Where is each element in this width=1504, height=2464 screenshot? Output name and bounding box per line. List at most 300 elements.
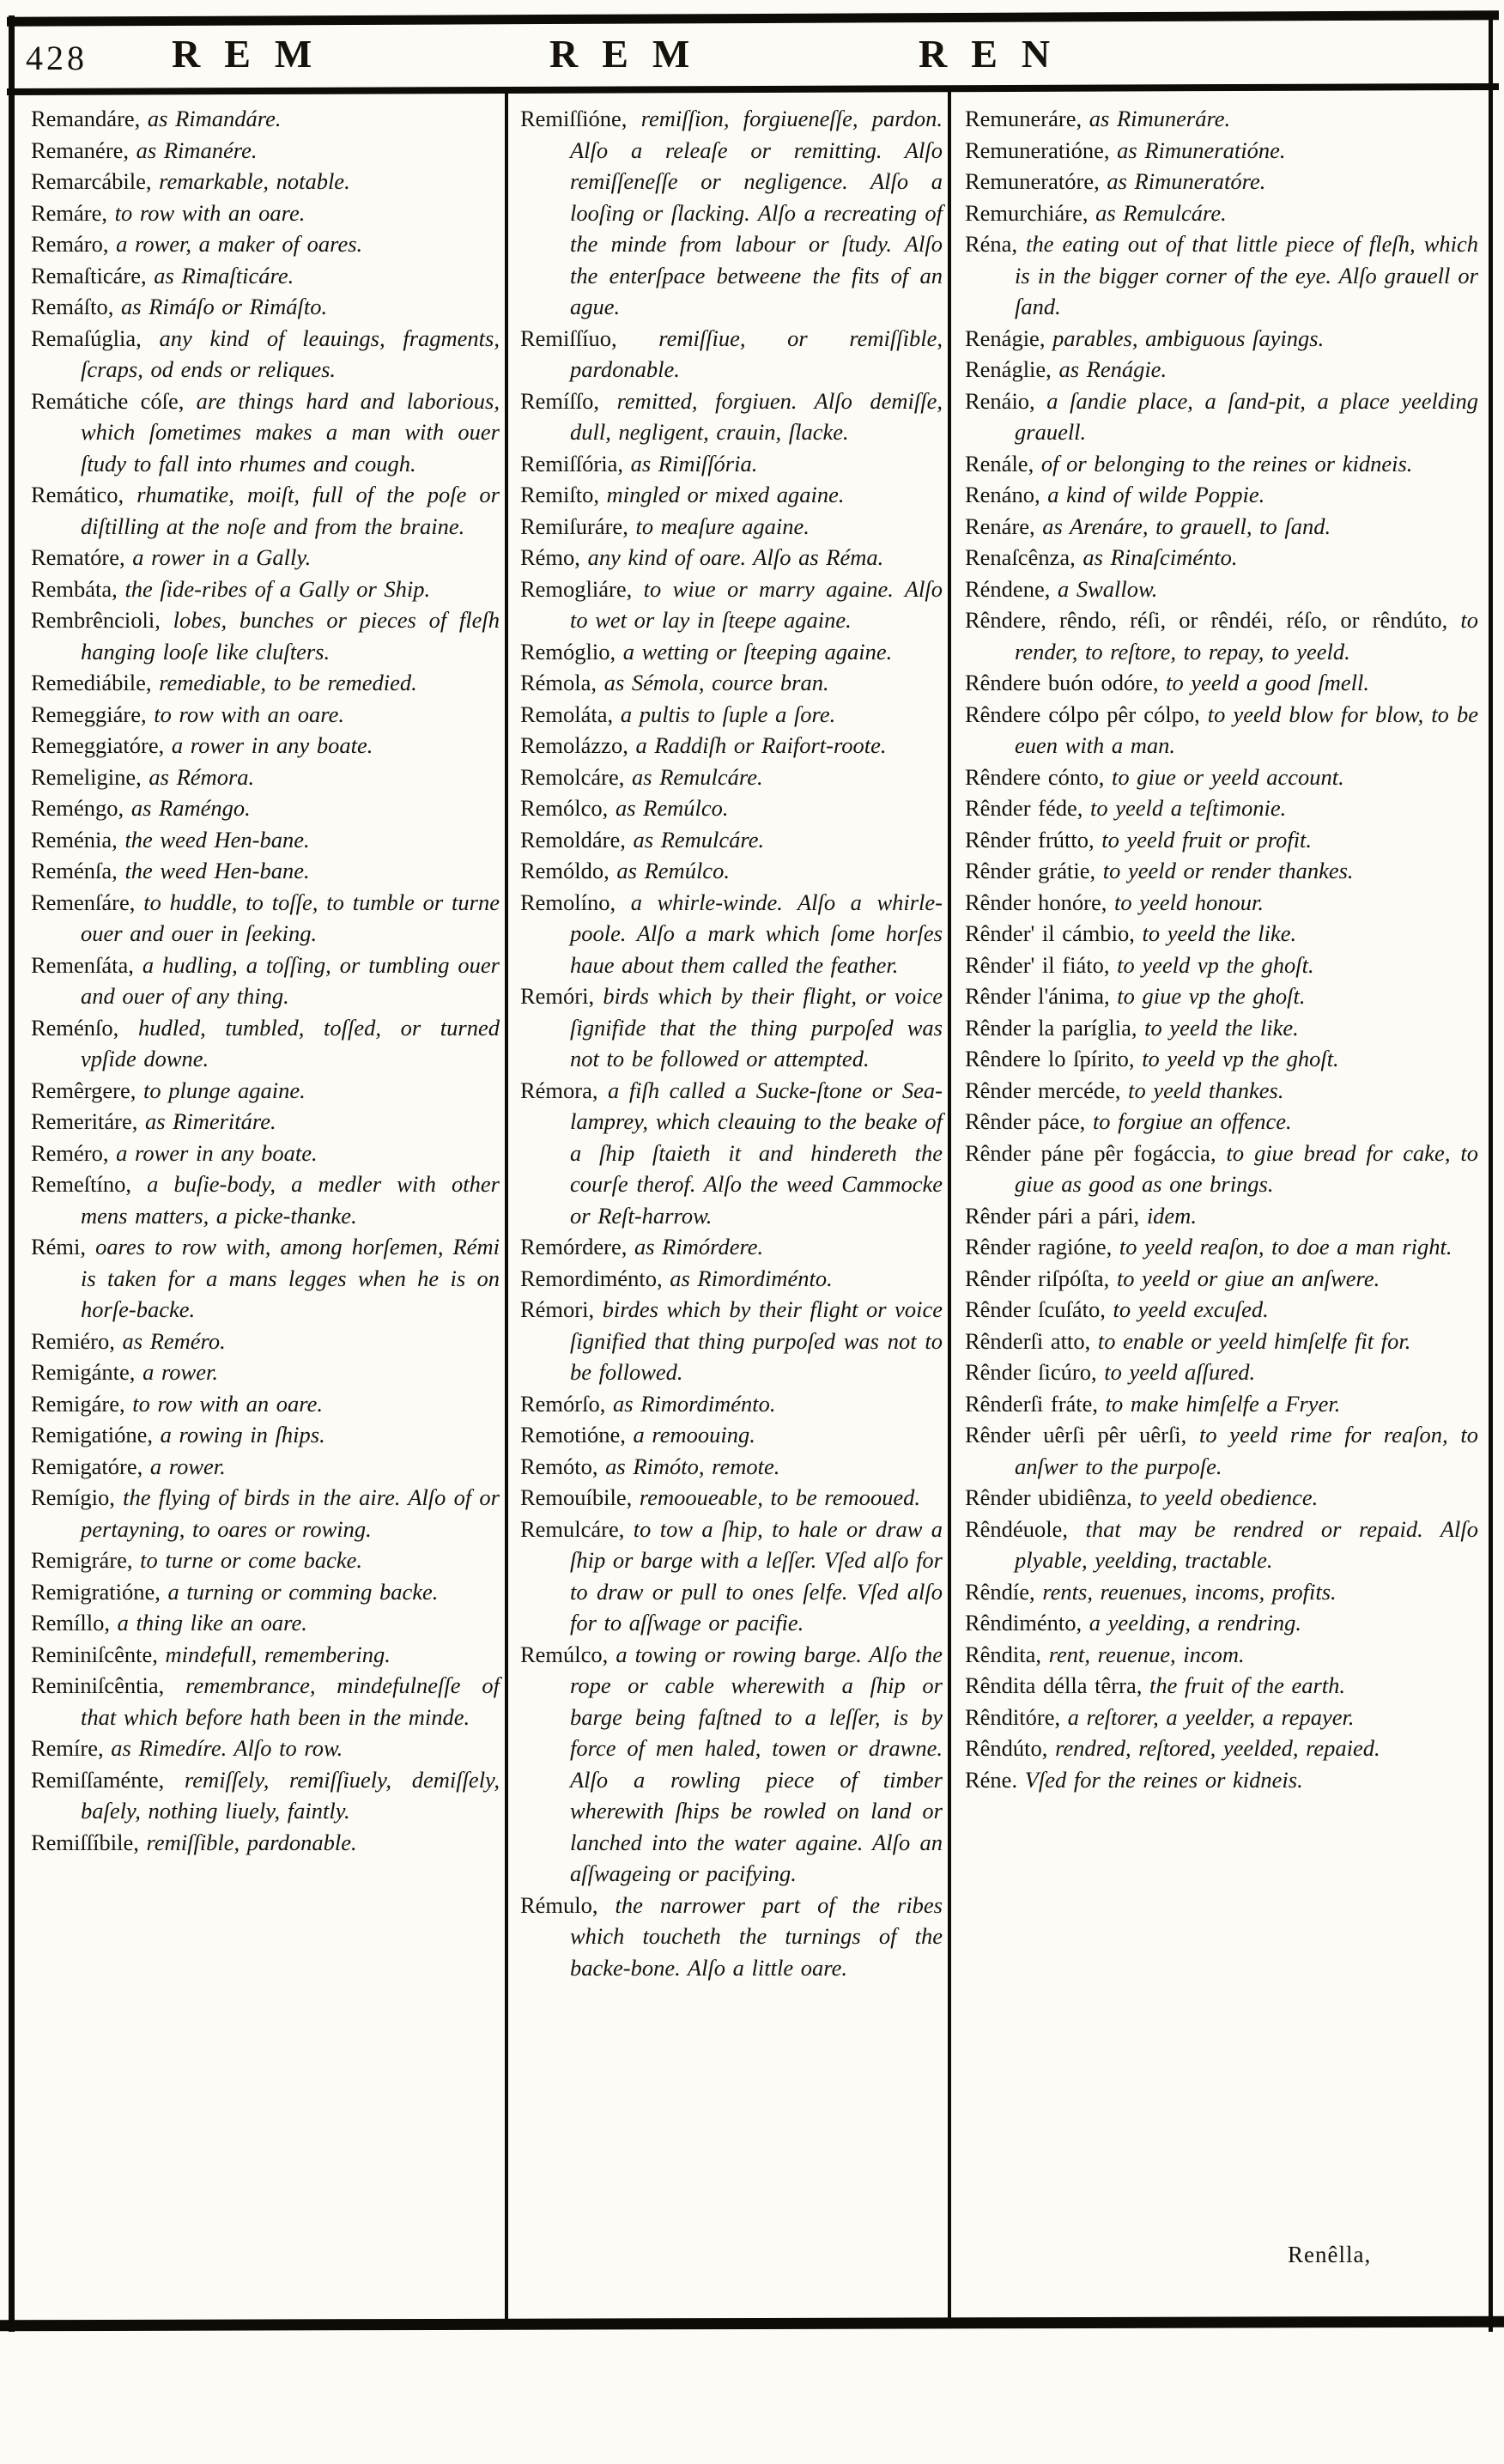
- entry-definition: as Rimedíre. Alſo to row.: [111, 1735, 343, 1761]
- dictionary-entry: [965, 479, 1478, 511]
- dictionary-entry: [965, 1075, 1478, 1107]
- dictionary-entry: [965, 1607, 1478, 1639]
- entry-headword: Rêndere lo ſpírito,: [965, 1046, 1143, 1071]
- entry-headword: Rênder féde,: [965, 795, 1090, 821]
- dictionary-entry: [965, 1012, 1478, 1044]
- entry-headword: Remiſſíuo,: [520, 325, 659, 351]
- dictionary-entry: [965, 1388, 1478, 1420]
- dictionary-entry: [965, 699, 1478, 762]
- dictionary-entry: [31, 792, 500, 824]
- dictionary-entry: [31, 479, 500, 542]
- entry-definition: as Rimóto, remote.: [605, 1453, 780, 1479]
- entry-headword: Remeritáre,: [31, 1108, 145, 1134]
- entry-definition: as Remúlco.: [615, 795, 729, 821]
- dictionary-entry: [520, 511, 943, 543]
- dictionary-entry: [520, 730, 943, 762]
- entry-definition: lobes, bunches or pieces of fleſh hanging looſe like cluſters.: [81, 607, 500, 665]
- entry-headword: Rêndita délla têrra,: [965, 1672, 1149, 1698]
- entry-definition: rent, reuenue, incom.: [1048, 1641, 1245, 1667]
- left-border-rule: [9, 15, 15, 2332]
- entry-headword: Renáre,: [965, 513, 1043, 539]
- dictionary-entry: [31, 103, 500, 135]
- entry-definition: the weed Hen-bane.: [124, 826, 310, 853]
- entry-definition: any kind of leauings, fragments, ſcraps, od ends or reliques.: [81, 325, 500, 382]
- entry-headword: Remórdere,: [520, 1234, 634, 1259]
- dictionary-entry: [965, 574, 1478, 605]
- entry-headword: Rênder mercéde,: [965, 1077, 1129, 1103]
- entry-headword: Renáno,: [965, 482, 1048, 507]
- entry-definition: a rower in a Gally.: [132, 544, 312, 570]
- entry-definition: to row with an oare.: [132, 1390, 323, 1417]
- entry-definition: a Swallow.: [1057, 575, 1158, 602]
- entry-headword: Rênder ragióne,: [965, 1234, 1119, 1259]
- entry-definition: the eating out of that little piece of fleſh, which is in the bigger corner of the eye. Alſo grauell or ſand.: [1015, 231, 1478, 319]
- dictionary-entry: [31, 1451, 500, 1483]
- running-head-rem-2: REM: [549, 32, 714, 76]
- entry-definition: as Sémola, cource bran.: [603, 670, 829, 695]
- entry-definition: to meaſure againe.: [635, 513, 810, 539]
- entry-definition: a rower in any boate.: [171, 732, 373, 758]
- right-border-rule: [1489, 15, 1493, 2332]
- entry-definition: as Renágie.: [1058, 356, 1167, 382]
- entry-definition: to yeeld aſſured.: [1104, 1359, 1256, 1385]
- entry-headword: Remuneratióne,: [965, 137, 1118, 163]
- dictionary-entry: [31, 260, 500, 292]
- dictionary-entry: [31, 1545, 500, 1576]
- entry-headword: Rênderſi atto,: [965, 1327, 1098, 1354]
- dictionary-entry: [31, 762, 500, 793]
- entry-definition: as Rimaſticáre.: [154, 262, 294, 288]
- entry-headword: Remátiche cóſe,: [31, 387, 197, 414]
- entry-definition: a hudling, a toſſing, or tumbling ouer and ouer of any thing.: [81, 951, 500, 1009]
- dictionary-entry: [520, 636, 943, 668]
- entry-headword: Rênder l'ánima,: [965, 983, 1118, 1009]
- entry-definition: to yeeld thankes.: [1128, 1077, 1284, 1103]
- entry-definition: a rower, a maker of oares.: [116, 231, 363, 257]
- dictionary-entry: [965, 197, 1478, 229]
- dictionary-entry: [520, 792, 943, 824]
- dictionary-entry: [965, 1106, 1478, 1138]
- entry-headword: Rémora,: [520, 1077, 609, 1103]
- entry-headword: Remolázzo,: [520, 732, 636, 758]
- entry-headword: Remuneratóre,: [965, 168, 1107, 194]
- entry-headword: Remúlco,: [520, 1641, 616, 1667]
- column-3: [965, 103, 1478, 1795]
- entry-definition: that may be rendred or repaid. Alſo plyable, yeelding, tractable.: [1015, 1515, 1478, 1573]
- dictionary-entry: [965, 762, 1478, 793]
- entry-definition: the narrower part of the ribes which toucheth the turnings of the backe-bone. Alſo a little oare.: [570, 1891, 943, 1981]
- dictionary-entry: [965, 1200, 1478, 1232]
- column-1: [31, 103, 500, 1858]
- entry-definition: to make himſelfe a Fryer.: [1105, 1390, 1341, 1417]
- entry-headword: Rênditóre,: [965, 1703, 1068, 1730]
- entry-definition: mindefull, remembering.: [165, 1641, 391, 1667]
- entry-definition: to yeeld obedience.: [1139, 1484, 1319, 1510]
- dictionary-entry: [31, 542, 500, 574]
- entry-headword: Renále,: [965, 450, 1041, 476]
- dictionary-entry: [520, 103, 943, 323]
- entry-definition: the fruit of the earth.: [1149, 1672, 1346, 1698]
- entry-definition: remarkable, notable.: [159, 168, 350, 194]
- dictionary-entry: [520, 323, 943, 385]
- dictionary-entry: [965, 354, 1478, 385]
- entry-definition: a towing or rowing barge. Alſo the rope or cable wherewith a ſhip or barge being faſtned to a leſſer, is by force of men haled, towen or drawne. Alſo a rowling piece of timber wherewith ſhips be rowled on land or lanched into the water againe. Alſo an aſſwageing or pacifying.: [570, 1641, 943, 1886]
- dictionary-entry: [31, 1827, 500, 1859]
- dictionary-entry: [965, 1670, 1478, 1702]
- dictionary-entry: [31, 1075, 500, 1107]
- entry-definition: as Remúlco.: [616, 858, 730, 883]
- entry-definition: as Rimiſſória.: [630, 450, 758, 476]
- entry-headword: Rêndere, rêndo, réſi, or rêndéi, réſo, or rêndúto,: [965, 607, 1461, 633]
- entry-headword: Rênder honóre,: [965, 889, 1114, 915]
- entry-headword: Rêndíe,: [965, 1578, 1043, 1605]
- entry-headword: Reméngo,: [31, 795, 131, 821]
- entry-definition: remiſſiue, or remiſſible, pardonable.: [570, 325, 943, 382]
- entry-headword: Remeggiatóre,: [31, 732, 172, 758]
- dictionary-entry: [965, 1514, 1478, 1576]
- entry-definition: mingled or mixed againe.: [606, 482, 845, 507]
- dictionary-entry: [31, 1106, 500, 1138]
- entry-headword: Rémi,: [31, 1234, 96, 1259]
- entry-definition: idem.: [1146, 1202, 1197, 1229]
- entry-definition: rendred, reſtored, yeelded, repaied.: [1055, 1735, 1380, 1761]
- entry-headword: Remulcáre,: [520, 1515, 634, 1542]
- entry-headword: Remolíno,: [520, 889, 631, 915]
- entry-headword: Réndene,: [965, 575, 1058, 602]
- entry-definition: a wetting or ſteeping againe.: [622, 638, 893, 665]
- entry-definition: to yeeld excuſed.: [1113, 1296, 1269, 1322]
- entry-headword: Reminiſcêntia,: [31, 1672, 186, 1698]
- entry-headword: Remigratióne,: [31, 1578, 168, 1605]
- dictionary-entry: [31, 1326, 500, 1357]
- dictionary-entry: [520, 762, 943, 793]
- dictionary-entry: [31, 1607, 500, 1639]
- entry-definition: a rowing in ſhips.: [160, 1422, 325, 1447]
- entry-definition: to yeeld a good ſmell.: [1166, 670, 1369, 695]
- dictionary-entry: [31, 1639, 500, 1671]
- entry-definition: a thing like an oare.: [117, 1610, 307, 1636]
- entry-headword: Remurchiáre,: [965, 199, 1096, 226]
- entry-definition: as Rimuneratióne.: [1117, 137, 1286, 163]
- entry-definition: to row with an oare.: [114, 199, 306, 226]
- dictionary-entry: [520, 479, 943, 511]
- dictionary-entry: [520, 1231, 943, 1263]
- entry-headword: Reménſo,: [31, 1014, 138, 1041]
- entry-definition: to yeeld honour.: [1114, 889, 1264, 915]
- entry-headword: Rênder' il fiáto,: [965, 951, 1118, 978]
- dictionary-entry: [520, 1388, 943, 1420]
- entry-definition: a reſtorer, a yeelder, a repayer.: [1067, 1703, 1355, 1730]
- entry-definition: rhumatike, moiſt, full of the poſe or diſtilling at the noſe and from the braine.: [81, 482, 500, 539]
- entry-headword: Remediábile,: [31, 670, 160, 695]
- dictionary-entry: [31, 228, 500, 260]
- entry-headword: Remenſáre,: [31, 889, 144, 915]
- entry-headword: Rémola,: [520, 670, 604, 695]
- dictionary-entry: [31, 1231, 500, 1326]
- entry-headword: Rêndere cónto,: [965, 763, 1113, 790]
- entry-headword: Rêndúto,: [965, 1735, 1056, 1761]
- entry-definition: to turne or come backe.: [140, 1547, 363, 1573]
- entry-definition: remitted, forgiuen. Alſo demiſſe, dull, negligent, crauin, ſlacke.: [570, 387, 943, 445]
- entry-definition: to tow a ſhip, to hale or draw a ſhip or barge with a leſſer. Vſed alſo for to draw or pull to ones ſelfe. Vſed alſo for to aſſwage or pacifie.: [570, 1515, 943, 1636]
- entry-headword: Rênder ſcuſáto,: [965, 1296, 1113, 1322]
- dictionary-entry: [965, 1138, 1478, 1200]
- dictionary-entry: [965, 135, 1478, 167]
- entry-definition: to row with an oare.: [154, 701, 345, 727]
- entry-definition: as Rémora.: [149, 763, 255, 790]
- entry-headword: Rênder frútto,: [965, 826, 1102, 853]
- entry-headword: Reméro,: [31, 1139, 117, 1166]
- entry-headword: Remeſtíno,: [31, 1171, 148, 1197]
- entry-definition: to yeeld rime for reaſon, to anſwer to the purpoſe.: [1015, 1422, 1479, 1479]
- entry-headword: Rembrêncioli,: [31, 607, 173, 633]
- entry-definition: a pultis to ſuple a ſore.: [620, 701, 836, 727]
- dictionary-entry: [965, 792, 1478, 824]
- entry-definition: as Remulcáre.: [632, 763, 763, 790]
- dictionary-entry: [31, 574, 500, 605]
- entry-definition: a rower in any boate.: [116, 1139, 318, 1166]
- entry-definition: a kind of wilde Poppie.: [1047, 482, 1265, 507]
- entry-definition: birdes which by their flight or voice ſignified that thing purpoſed was not to be followed.: [570, 1296, 943, 1385]
- entry-definition: a yeelding, a rendring.: [1089, 1610, 1301, 1636]
- entry-definition: as Remulcáre.: [633, 826, 765, 853]
- dictionary-entry: [965, 1639, 1478, 1671]
- dictionary-entry: [31, 1482, 500, 1545]
- dictionary-entry: [965, 855, 1478, 887]
- entry-definition: any kind of oare. Alſo as Réma.: [587, 544, 884, 570]
- entry-definition: a ſandie place, a ſand-pit, a place yeelding grauell.: [1015, 387, 1478, 445]
- top-border-rule: [7, 10, 1499, 27]
- dictionary-entry: [31, 887, 500, 950]
- dictionary-entry: [520, 574, 943, 636]
- dictionary-entry: [31, 730, 500, 762]
- running-head-ren: REN: [919, 32, 1075, 76]
- dictionary-entry: [965, 667, 1478, 699]
- entry-definition: as Rimeritáre.: [144, 1108, 276, 1134]
- entry-headword: Rêndita,: [965, 1641, 1049, 1667]
- entry-definition: a remoouing.: [633, 1422, 755, 1447]
- dictionary-entry: [965, 228, 1478, 323]
- dictionary-entry: [965, 1576, 1478, 1608]
- dictionary-entry: [31, 1764, 500, 1827]
- entry-headword: Rematóre,: [31, 544, 133, 570]
- dictionary-entry: [31, 855, 500, 887]
- entry-definition: birds which by their flight, or voice ſignifide that the thing purpoſed was not to be followed or attempted.: [570, 983, 943, 1071]
- dictionary-entry: [520, 855, 943, 887]
- entry-headword: Rêndere buón odóre,: [965, 670, 1167, 695]
- entry-definition: a rower.: [149, 1453, 226, 1479]
- column-2: [520, 103, 943, 1983]
- entry-headword: Remolcáre,: [520, 763, 633, 790]
- dictionary-entry: [520, 448, 943, 480]
- entry-headword: Remigatóre,: [31, 1453, 150, 1479]
- entry-headword: Remólco,: [520, 795, 616, 821]
- dictionary-entry: [965, 604, 1478, 667]
- entry-headword: Remigánte,: [31, 1359, 143, 1385]
- column-divider-1: [505, 91, 508, 2320]
- entry-definition: a whirle-winde. Alſo a whirle-poole. Alſo a mark which ſome horſes haue about them called the feather.: [570, 889, 943, 978]
- entry-headword: Rênder' il cámbio,: [965, 920, 1143, 946]
- entry-headword: Rémo,: [520, 544, 588, 570]
- dictionary-entry: [965, 448, 1478, 480]
- dictionary-entry: [520, 980, 943, 1075]
- entry-definition: as Rimordiménto.: [670, 1265, 833, 1291]
- dictionary-entry: [31, 1168, 500, 1231]
- entry-headword: Reménſa,: [31, 858, 125, 883]
- entry-definition: to enable or yeeld himſelfe fit for.: [1097, 1327, 1411, 1354]
- entry-definition: as Rimordiménto.: [613, 1390, 776, 1417]
- entry-definition: as Rinaſciménto.: [1083, 544, 1238, 570]
- entry-definition: as Rimuneratóre.: [1107, 168, 1266, 194]
- dictionary-entry: [31, 950, 500, 1012]
- bottom-border-rule: [0, 2316, 1504, 2332]
- page-number: 428: [26, 39, 88, 77]
- dictionary-entry: [31, 824, 500, 856]
- entry-headword: Remouíbile,: [520, 1484, 640, 1510]
- entry-headword: Renáio,: [965, 387, 1047, 414]
- entry-headword: Renaſcênza,: [965, 544, 1083, 570]
- dictionary-entry: [31, 1012, 500, 1075]
- entry-headword: Remígio,: [31, 1484, 124, 1510]
- dictionary-entry: [31, 1670, 500, 1733]
- entry-headword: Remigatióne,: [31, 1422, 161, 1447]
- dictionary-entry: [965, 1326, 1478, 1357]
- dictionary-entry: [520, 1294, 943, 1388]
- dictionary-entry: [31, 291, 500, 323]
- entry-headword: Remiſto,: [520, 482, 607, 507]
- dictionary-entry: [965, 1733, 1478, 1764]
- entry-definition: remiſſible, pardonable.: [146, 1829, 357, 1855]
- dictionary-entry: [31, 1388, 500, 1420]
- dictionary-entry: [31, 323, 500, 385]
- entry-definition: to yeeld reaſon, to doe a man right.: [1119, 1234, 1452, 1259]
- entry-headword: Réna,: [965, 231, 1027, 257]
- entry-headword: Remíre,: [31, 1735, 112, 1761]
- dictionary-entry: [31, 197, 500, 229]
- entry-headword: Remenſáta,: [31, 951, 143, 978]
- entry-definition: a turning or comming backe.: [167, 1578, 439, 1605]
- dictionary-entry: [965, 980, 1478, 1012]
- dictionary-entry: [520, 1482, 943, 1514]
- entry-definition: to yeeld vp the ghoſt.: [1142, 1046, 1339, 1071]
- entry-headword: Remoldáre,: [520, 826, 634, 853]
- running-head-rem-1: REM: [172, 32, 337, 76]
- entry-definition: to yeeld a teſtimonie.: [1090, 795, 1287, 821]
- entry-headword: Remáſto,: [31, 294, 122, 319]
- dictionary-entry: [520, 1514, 943, 1639]
- entry-definition: to forgiue an offence.: [1092, 1108, 1292, 1134]
- entry-headword: Rênder pári a pári,: [965, 1202, 1147, 1229]
- entry-headword: Remêrgere,: [31, 1077, 144, 1103]
- dictionary-entry: [520, 1890, 943, 1984]
- dictionary-entry: [965, 542, 1478, 574]
- entry-headword: Remuneráre,: [965, 106, 1089, 131]
- entry-headword: Remigráre,: [31, 1547, 141, 1573]
- entry-definition: as Raméngo.: [130, 795, 251, 821]
- entry-headword: Rênder ſicúro,: [965, 1359, 1105, 1385]
- entry-definition: remiſſion, forgiueneſſe, pardon. Alſo a releaſe or remitting. Alſo remiſſeneſſe or negligence. Alſo a looſing or ſlacking. Alſo a recreating of the minde from labour or ſtudy. Alſo the enterſpace betweene the fits of an ague.: [570, 106, 943, 319]
- dictionary-entry: [31, 604, 500, 667]
- entry-headword: Remíſſo,: [520, 387, 617, 414]
- entry-definition: of or belonging to the reines or kidneis.: [1040, 450, 1413, 476]
- entry-headword: Rênder ubidiênza,: [965, 1484, 1140, 1510]
- entry-definition: to yeeld the like.: [1144, 1014, 1299, 1041]
- dictionary-entry: [965, 950, 1478, 981]
- dictionary-entry: [31, 385, 500, 480]
- entry-headword: Remaſúglia,: [31, 325, 160, 351]
- entry-definition: a rower.: [143, 1359, 218, 1385]
- entry-headword: Remaſticáre,: [31, 262, 155, 288]
- entry-headword: Rênder páne pêr fogáccia,: [965, 1139, 1227, 1166]
- entry-headword: Remiſſória,: [520, 450, 631, 476]
- entry-definition: as Rimuneráre.: [1089, 106, 1231, 131]
- dictionary-entry: [31, 699, 500, 731]
- entry-headword: Remíllo,: [31, 1610, 118, 1636]
- entry-definition: the weed Hen-bane.: [124, 858, 310, 883]
- entry-definition: are things hard and laborious, which ſometimes makes a man with ouer ſtudy to fall into rhumes and cough.: [81, 387, 500, 476]
- entry-headword: Remanére,: [31, 137, 136, 163]
- entry-definition: a buſie-body, a medler with other mens matters, a picke-thanke.: [81, 1171, 500, 1229]
- dictionary-entry: [31, 1733, 500, 1764]
- dictionary-entry: [520, 667, 943, 699]
- entry-headword: Rênder riſpóſta,: [965, 1265, 1117, 1291]
- dictionary-entry: [31, 1138, 500, 1169]
- entry-headword: Rêndiménto,: [965, 1610, 1089, 1636]
- entry-definition: a Raddiſh or Raifort-roote.: [635, 732, 887, 758]
- entry-headword: Remóglio,: [520, 638, 623, 665]
- entry-headword: Remóldo,: [520, 858, 617, 883]
- entry-definition: to yeeld or render thankes.: [1102, 858, 1354, 883]
- dictionary-entry: [965, 385, 1478, 448]
- entry-definition: a fiſh called a Sucke-ſtone or Sea-lamprey, which cleauing to the beake of a ſhip ſtaieth it and hindereth the courſe therof. Alſo the weed Cammocke or Reſt-harrow.: [570, 1077, 943, 1229]
- dictionary-entry: [965, 918, 1478, 950]
- entry-headword: Rembáta,: [31, 575, 125, 602]
- dictionary-entry: [520, 1639, 943, 1890]
- entry-headword: Remandáre,: [31, 106, 148, 131]
- dictionary-entry: [520, 385, 943, 448]
- entry-headword: Remático,: [31, 482, 137, 507]
- entry-definition: the ſide-ribes of a Gally or Ship.: [124, 575, 431, 602]
- entry-definition: as Rimandáre.: [147, 106, 282, 131]
- entry-definition: oares to row with, among horſemen, Rémi is taken for a mans legges when he is on horſe-backe.: [81, 1234, 500, 1322]
- entry-definition: rents, reuenues, incoms, profits.: [1042, 1578, 1337, 1605]
- entry-definition: remediable, to be remedied.: [159, 670, 417, 695]
- entry-definition: to giue vp the ghoſt.: [1117, 983, 1306, 1009]
- entry-definition: as Rimórdere.: [634, 1234, 764, 1259]
- dictionary-entry: [520, 1451, 943, 1483]
- entry-headword: Remáro,: [31, 231, 117, 257]
- catchword: Renêlla,: [1288, 2242, 1372, 2267]
- entry-definition: as Rimanére.: [136, 137, 258, 163]
- dictionary-entry: [965, 824, 1478, 856]
- dictionary-entry: [965, 323, 1478, 355]
- entry-definition: to render, to reſtore, to repay, to yeeld.: [1015, 607, 1478, 665]
- entry-definition: Vſed for the reines or kidneis.: [1024, 1766, 1303, 1793]
- entry-definition: to yeeld or giue an anſwere.: [1116, 1265, 1380, 1291]
- entry-definition: remiſſely, remiſſiuely, demiſſely, baſely, nothing liuely, faintly.: [81, 1766, 500, 1824]
- dictionary-entry: [965, 1356, 1478, 1388]
- entry-headword: Remiſſíbile,: [31, 1829, 147, 1855]
- entry-headword: Remordiménto,: [520, 1265, 670, 1291]
- dictionary-entry: [965, 1764, 1478, 1796]
- entry-definition: to plunge againe.: [143, 1077, 306, 1103]
- header-divider-rule: [7, 83, 1499, 95]
- entry-definition: to yeeld the like.: [1142, 920, 1297, 946]
- entry-definition: parables, ambiguous ſayings.: [1052, 325, 1325, 351]
- entry-headword: Remogliáre,: [520, 575, 644, 602]
- entry-definition: to yeeld vp the ghoſt.: [1117, 951, 1314, 978]
- dictionary-entry: [520, 1419, 943, 1451]
